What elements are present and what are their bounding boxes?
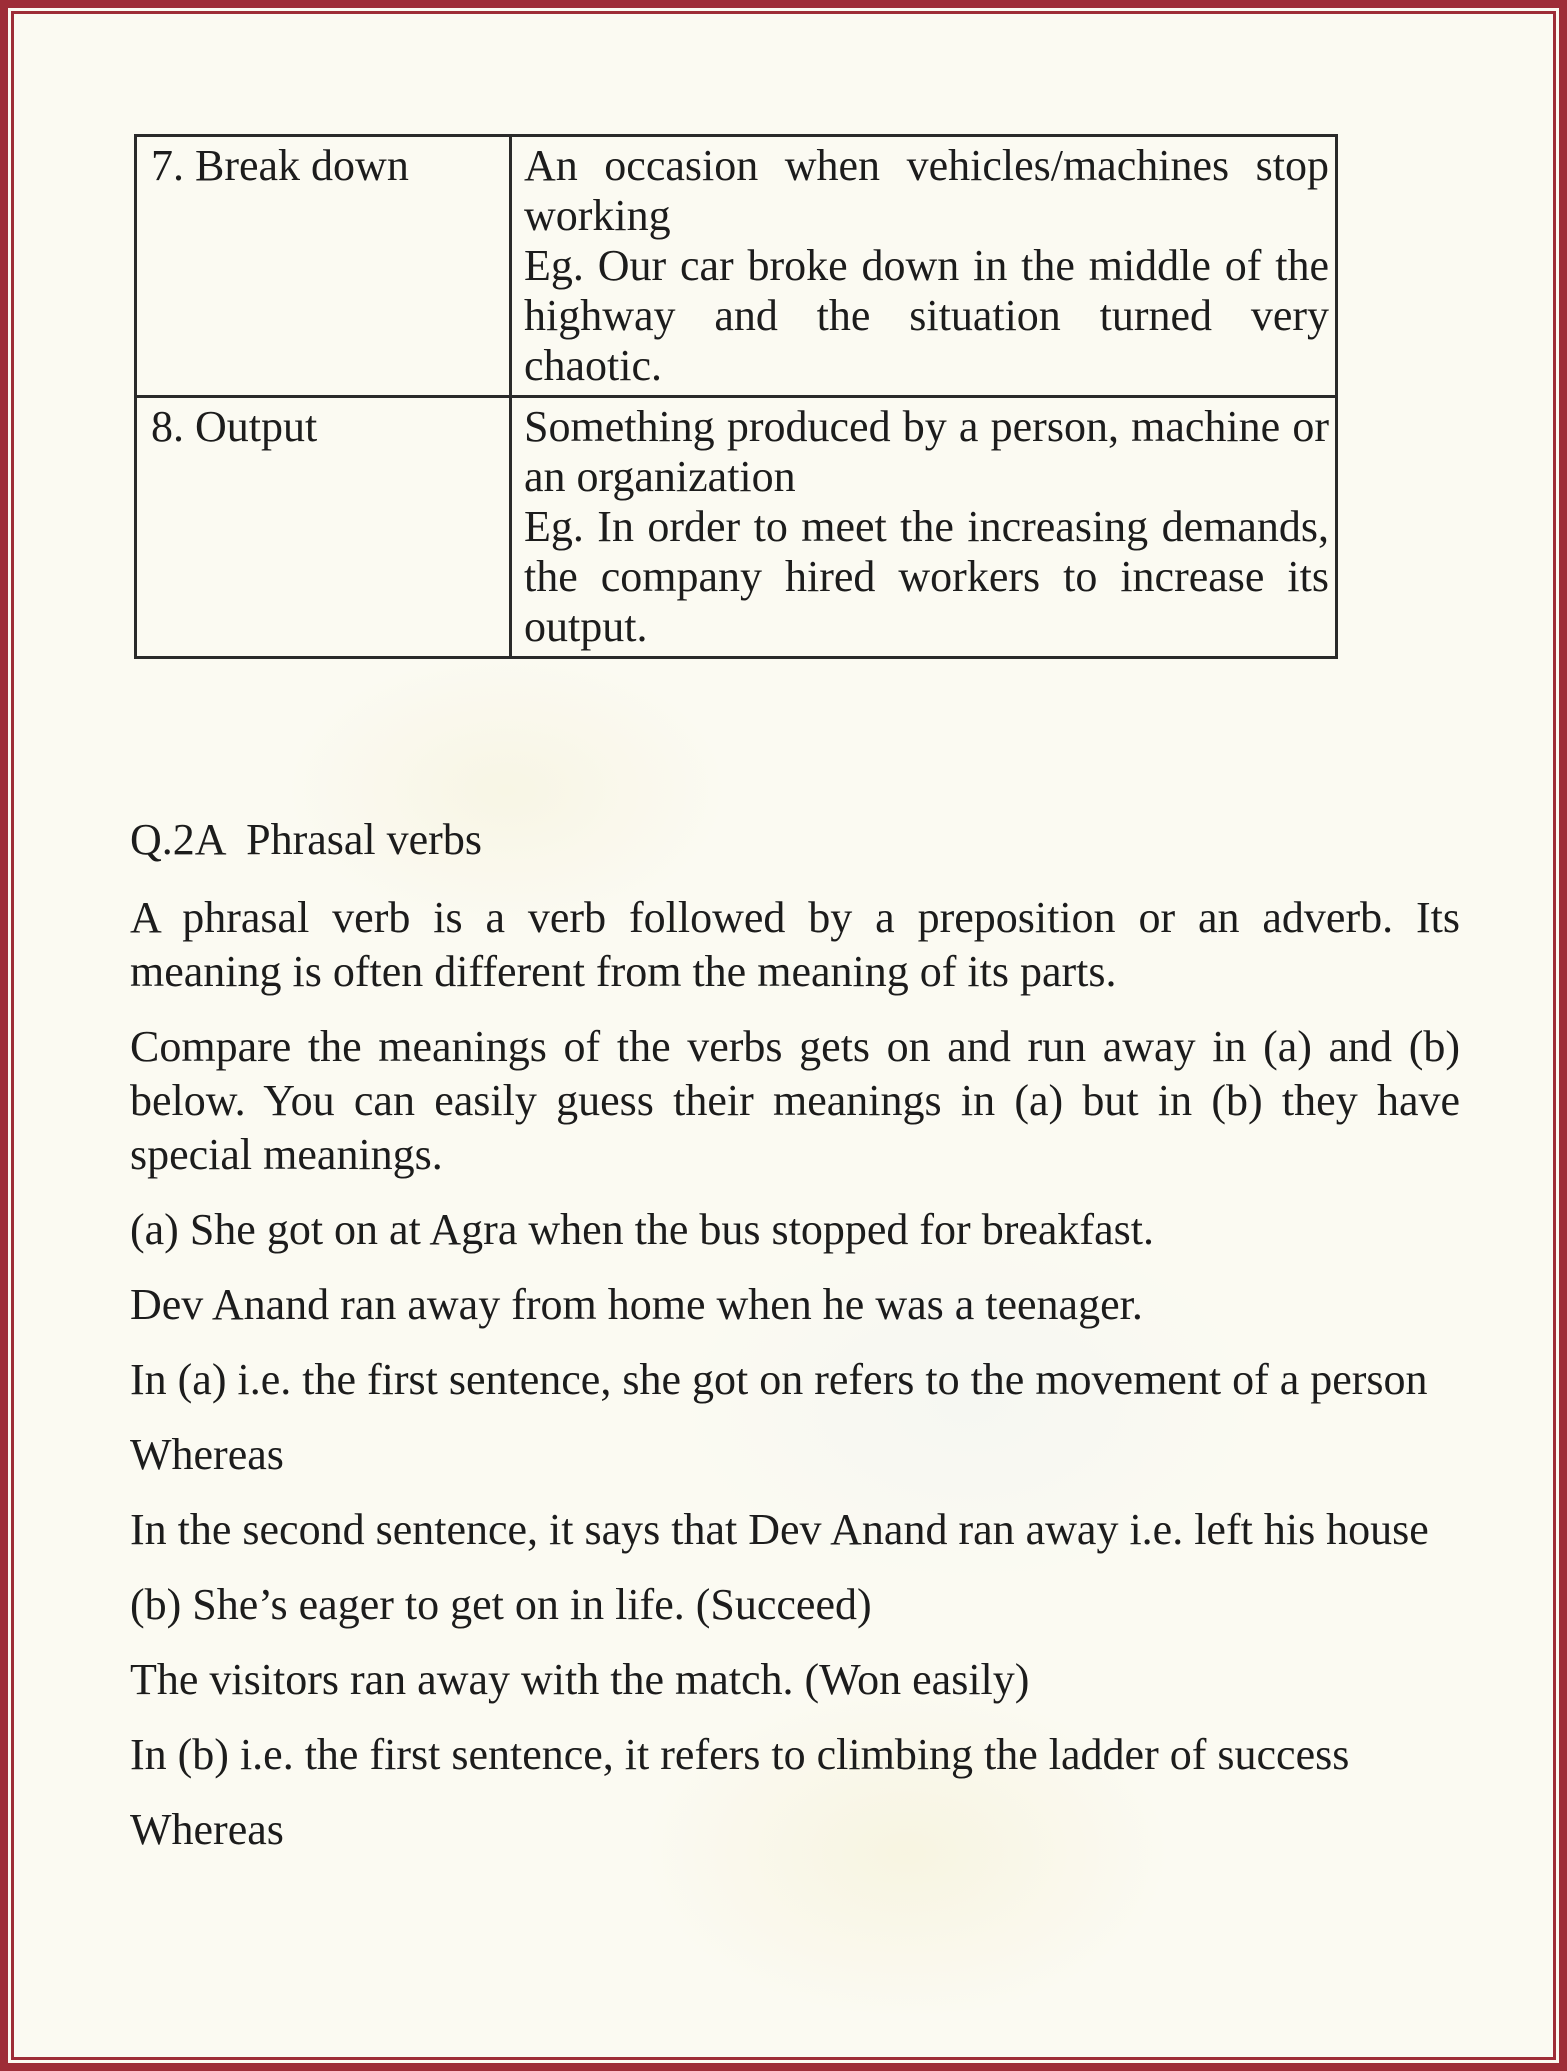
table-row-output xyxy=(136,397,1337,658)
intro-paragraph: Compare the meanings of the verbs gets on and run away in (a) and (b) below. You can easily guess their meanings in (a) but in (b) they have special meanings. xyxy=(130,1022,1460,1179)
body-line: The visitors ran away with the match. (Won easily) xyxy=(130,1655,1030,1704)
body-line: (b) She’s eager to get on in life. (Succeed) xyxy=(130,1580,872,1629)
term-cell: 7. Break down xyxy=(136,136,511,397)
table-row-break-down xyxy=(136,136,1337,397)
section-heading: Q.2A Phrasal verbs xyxy=(130,815,482,864)
section-body xyxy=(130,811,1460,1857)
body-line: Whereas xyxy=(130,1430,284,1479)
body-line: Dev Anand ran away from home when he was a teenager. xyxy=(130,1280,1143,1329)
definition-text: An occasion when vehicles/machines stop working xyxy=(524,141,1329,240)
body-line: Whereas xyxy=(130,1805,284,1854)
page-inner-border xyxy=(11,11,1556,2060)
definition-cell xyxy=(511,136,1337,397)
body-line: In (b) i.e. the first sentence, it refers to climbing the ladder of success xyxy=(130,1730,1350,1779)
body-line: In the second sentence, it says that Dev Anand ran away i.e. left his house xyxy=(130,1505,1429,1554)
vocabulary-table xyxy=(134,134,1338,659)
definition-text: Something produced by a person, machine or an organization xyxy=(524,402,1329,501)
example-text: Eg. Our car broke down in the middle of the highway and the situation turned very chaotic. xyxy=(524,241,1329,390)
term-cell: 8. Output xyxy=(136,397,511,658)
intro-paragraph: A phrasal verb is a verb followed by a preposition or an adverb. Its meaning is often different from the meaning of its parts. xyxy=(130,893,1460,996)
body-line: (a) She got on at Agra when the bus stopped for breakfast. xyxy=(130,1205,1154,1254)
definition-cell xyxy=(511,397,1337,658)
example-text: Eg. In order to meet the increasing demands, the company hired workers to increase its output. xyxy=(524,502,1329,651)
body-line: In (a) i.e. the first sentence, she got on refers to the movement of a person xyxy=(130,1355,1428,1404)
